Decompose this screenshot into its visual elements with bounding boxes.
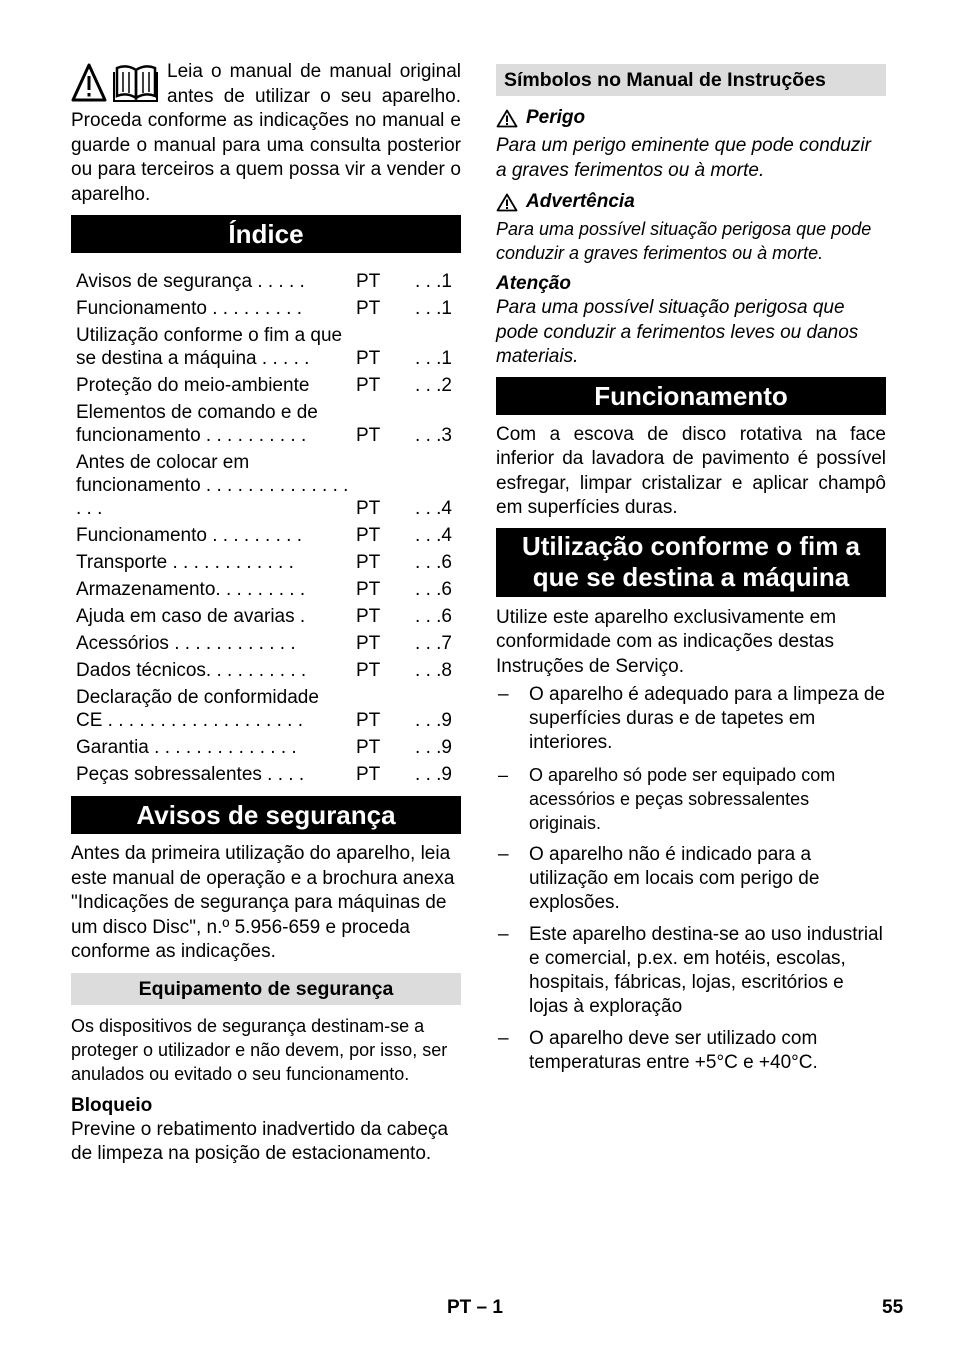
toc-entry-page: . . .1 bbox=[415, 298, 452, 319]
safety-equipment-heading: Equipamento de segurança bbox=[71, 973, 461, 1005]
toc-entry-page: . . .6 bbox=[415, 552, 452, 573]
intro-block bbox=[71, 60, 461, 207]
toc-entry-lang: PT bbox=[356, 375, 381, 396]
footer-section-label: PT – 1 bbox=[447, 1297, 503, 1318]
toc-row bbox=[71, 578, 461, 605]
toc-entry-lang: PT bbox=[356, 552, 381, 573]
toc-entry-title: Avisos de segurança . . . . . bbox=[76, 271, 305, 292]
toc-row bbox=[71, 763, 461, 790]
toc-row bbox=[71, 659, 461, 686]
warning-title: Advertência bbox=[526, 191, 635, 212]
toc-entry-lang: PT bbox=[356, 660, 381, 681]
toc-row bbox=[71, 324, 461, 374]
warning-triangle-icon bbox=[496, 109, 518, 128]
list-item: – O aparelho só pode ser equipado com acessórios e peças sobressalentes originais. bbox=[496, 763, 886, 835]
toc-row bbox=[71, 686, 461, 736]
toc-entry-title: Antes de colocar em funcionamento . . . . . . . . . . . . . . . . . bbox=[76, 452, 349, 519]
toc-entry-page: . . .1 bbox=[415, 271, 452, 292]
list-item: – Este aparelho destina-se ao uso industrial e comercial, p.ex. em hotéis, escolas, hospitais, fábricas, lojas, escritórios e lojas à exploração bbox=[496, 923, 886, 1019]
toc-entry-page: . . .3 bbox=[415, 425, 452, 446]
toc-entry-title: Declaração de conformidade CE . . . . . . . . . . . . . . . . . . . bbox=[76, 687, 319, 731]
intro-text: Leia o manual de manual original antes de utilizar o seu aparelho. Proceda conforme as indicações no manual e guarde o manual para uma consulta posterior ou para terceiros a quem possa vir a vender o aparelho. bbox=[71, 61, 461, 205]
toc-row bbox=[71, 632, 461, 659]
toc-entry-page: . . .9 bbox=[415, 737, 452, 758]
toc-entry-title: Utilização conforme o fim a que se destina a máquina . . . . . bbox=[76, 325, 343, 369]
toc-entry-page: . . .1 bbox=[415, 348, 452, 369]
caution-text: Para uma possível situação perigosa que pode conduzir a ferimentos leves ou danos materiais. bbox=[496, 297, 859, 367]
intended-use-text: Utilize este aparelho exclusivamente em conformidade com as indicações destas Instruções de Serviço. bbox=[496, 606, 837, 677]
toc-entry-page: . . .6 bbox=[415, 606, 452, 627]
toc-entry-title: Transporte . . . . . . . . . . . . bbox=[76, 552, 294, 573]
warning-text: Para uma possível situação perigosa que pode conduzir a graves ferimentos ou à morte. bbox=[496, 219, 872, 263]
toc-entry-lang: PT bbox=[356, 737, 381, 758]
toc-entry-lang: PT bbox=[356, 498, 381, 519]
toc-entry-page: . . .7 bbox=[415, 633, 452, 654]
toc-entry-title: Funcionamento . . . . . . . . . bbox=[76, 525, 302, 546]
warning-heading bbox=[496, 190, 886, 214]
lock-text: Previne o rebatimento inadvertido da cabeça de limpeza na posição de estacionamento. bbox=[71, 1118, 449, 1164]
toc-row bbox=[71, 374, 461, 401]
toc-entry-page: . . .2 bbox=[415, 375, 452, 396]
page-number: 55 bbox=[882, 1297, 904, 1318]
toc-entry-title: Armazenamento. . . . . . . . . bbox=[76, 579, 306, 600]
toc-entry-lang: PT bbox=[356, 764, 381, 785]
table-of-contents bbox=[71, 270, 461, 790]
toc-row bbox=[71, 451, 461, 524]
toc-entry-page: . . .9 bbox=[415, 764, 452, 785]
danger-title: Perigo bbox=[526, 107, 586, 128]
function-heading: Funcionamento bbox=[496, 377, 886, 415]
toc-entry-page: . . .6 bbox=[415, 579, 452, 600]
toc-row bbox=[71, 736, 461, 763]
safety-equipment-text: Os dispositivos de segurança destinam-se a proteger o utilizador e não devem, por isso, ser anulados ou evitado o seu funcionamento. bbox=[71, 1015, 448, 1084]
safety-text: Antes da primeira utilização do aparelho, leia este manual de operação e a brochura anexa "Indicações de segurança para máquinas de um disco Disc", n.º 5.956-659 e proceda conforme as indicações. bbox=[71, 843, 455, 962]
toc-entry-title: Acessórios . . . . . . . . . . . . bbox=[76, 633, 296, 654]
toc-row bbox=[71, 551, 461, 578]
symbols-heading: Símbolos no Manual de Instruções bbox=[496, 64, 886, 96]
left-column bbox=[71, 60, 461, 1167]
right-column bbox=[496, 60, 886, 1075]
toc-entry-lang: PT bbox=[356, 606, 381, 627]
intended-use-heading: Utilização conforme o fim a que se destina a máquina bbox=[496, 528, 886, 597]
toc-entry-title: Garantia . . . . . . . . . . . . . . bbox=[76, 737, 297, 758]
toc-row bbox=[71, 401, 461, 451]
safety-heading: Avisos de segurança bbox=[71, 796, 461, 834]
toc-entry-title: Proteção do meio-ambiente bbox=[76, 375, 310, 396]
danger-text: Para um perigo eminente que pode conduzir a graves ferimentos ou à morte. bbox=[496, 135, 871, 181]
lock-heading: Bloqueio bbox=[71, 1094, 153, 1116]
toc-entry-lang: PT bbox=[356, 710, 381, 731]
toc-entry-page: . . .4 bbox=[415, 498, 452, 519]
warning-triangle-icon bbox=[496, 193, 518, 212]
toc-entry-lang: PT bbox=[356, 579, 381, 600]
function-text: Com a escova de disco rotativa na face inferior da lavadora de pavimento é possível esfregar, limpar cristalizar e aplicar champô em superfícies duras. bbox=[496, 423, 886, 518]
list-item: – O aparelho é adequado para a limpeza de superfícies duras e de tapetes em interiores. bbox=[496, 683, 886, 755]
toc-entry-page: . . .9 bbox=[415, 710, 452, 731]
toc-row bbox=[71, 297, 461, 324]
toc-row bbox=[71, 524, 461, 551]
toc-entry-page: . . .8 bbox=[415, 660, 452, 681]
toc-entry-lang: PT bbox=[356, 633, 381, 654]
toc-entry-title: Elementos de comando e de funcionamento . . . . . . . . . . bbox=[76, 402, 318, 446]
toc-row bbox=[71, 605, 461, 632]
toc-entry-lang: PT bbox=[356, 525, 381, 546]
toc-entry-title: Ajuda em caso de avarias . bbox=[76, 606, 306, 627]
toc-entry-title: Dados técnicos. . . . . . . . . . bbox=[76, 660, 307, 681]
intended-use-list bbox=[496, 683, 886, 1075]
toc-entry-title: Funcionamento . . . . . . . . . bbox=[76, 298, 302, 319]
toc-entry-lang: PT bbox=[356, 298, 381, 319]
list-item: – O aparelho não é indicado para a utilização em locais com perigo de explosões. bbox=[496, 843, 886, 915]
danger-heading bbox=[496, 106, 886, 130]
caution-title: Atenção bbox=[496, 273, 571, 294]
toc-entry-lang: PT bbox=[356, 425, 381, 446]
warning-read-manual-icon bbox=[71, 62, 159, 104]
toc-entry-lang: PT bbox=[356, 348, 381, 369]
toc-entry-lang: PT bbox=[356, 271, 381, 292]
toc-row bbox=[71, 270, 461, 297]
toc-entry-title: Peças sobressalentes . . . . bbox=[76, 764, 305, 785]
toc-heading: Índice bbox=[71, 215, 461, 253]
list-item: – O aparelho deve ser utilizado com temperaturas entre +5°C e +40°C. bbox=[496, 1027, 886, 1075]
toc-entry-page: . . .4 bbox=[415, 525, 452, 546]
